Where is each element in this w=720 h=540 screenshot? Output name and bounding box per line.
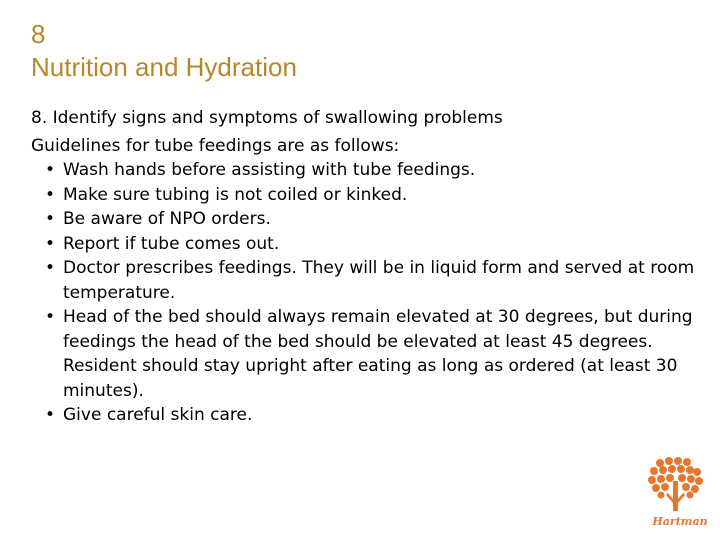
list-item	[31, 207, 711, 232]
bullet-icon: •	[45, 258, 56, 278]
list-item	[31, 256, 711, 305]
bullet-icon: •	[45, 307, 56, 327]
bullet-icon: •	[45, 160, 56, 180]
list-item-text: Be aware of NPO orders.	[63, 209, 271, 229]
bullet-icon: •	[45, 233, 56, 254]
list-item	[31, 403, 711, 428]
bullet-icon: •	[45, 405, 56, 425]
list-item-text: Doctor prescribes feedings. They will be in liquid form and served at room temperature.	[63, 258, 695, 303]
list-item-text: Report if tube comes out.	[63, 233, 280, 254]
chapter-number: 8	[31, 19, 46, 49]
slide-content	[31, 106, 711, 428]
list-item	[31, 158, 711, 183]
list-item-text: Give careful skin care.	[63, 405, 253, 425]
chapter-title: Nutrition and Hydration	[31, 52, 297, 82]
bullet-icon: •	[45, 209, 56, 229]
list-item	[31, 183, 711, 208]
slide-title-block	[31, 18, 297, 84]
logo-text: Hartman	[652, 515, 708, 528]
list-item	[31, 232, 711, 257]
section-heading: 8. Identify signs and symptoms of swallowing problems	[31, 108, 503, 128]
guideline-list	[31, 158, 711, 428]
list-item-text: Make sure tubing is not coiled or kinked.	[63, 184, 408, 205]
bullet-icon: •	[45, 184, 56, 205]
list-item	[31, 305, 711, 403]
intro-text: Guidelines for tube feedings are as follows:	[31, 135, 400, 156]
list-item-text: Wash hands before assisting with tube feedings.	[63, 160, 476, 180]
hartman-logo	[640, 455, 712, 535]
list-item-text: Head of the bed should always remain elevated at 30 degrees, but during feedings the head of the bed should be elevated at least 45 degrees. Resident should stay upright after eating as long as ordered (at least 30 minutes).	[63, 307, 693, 401]
